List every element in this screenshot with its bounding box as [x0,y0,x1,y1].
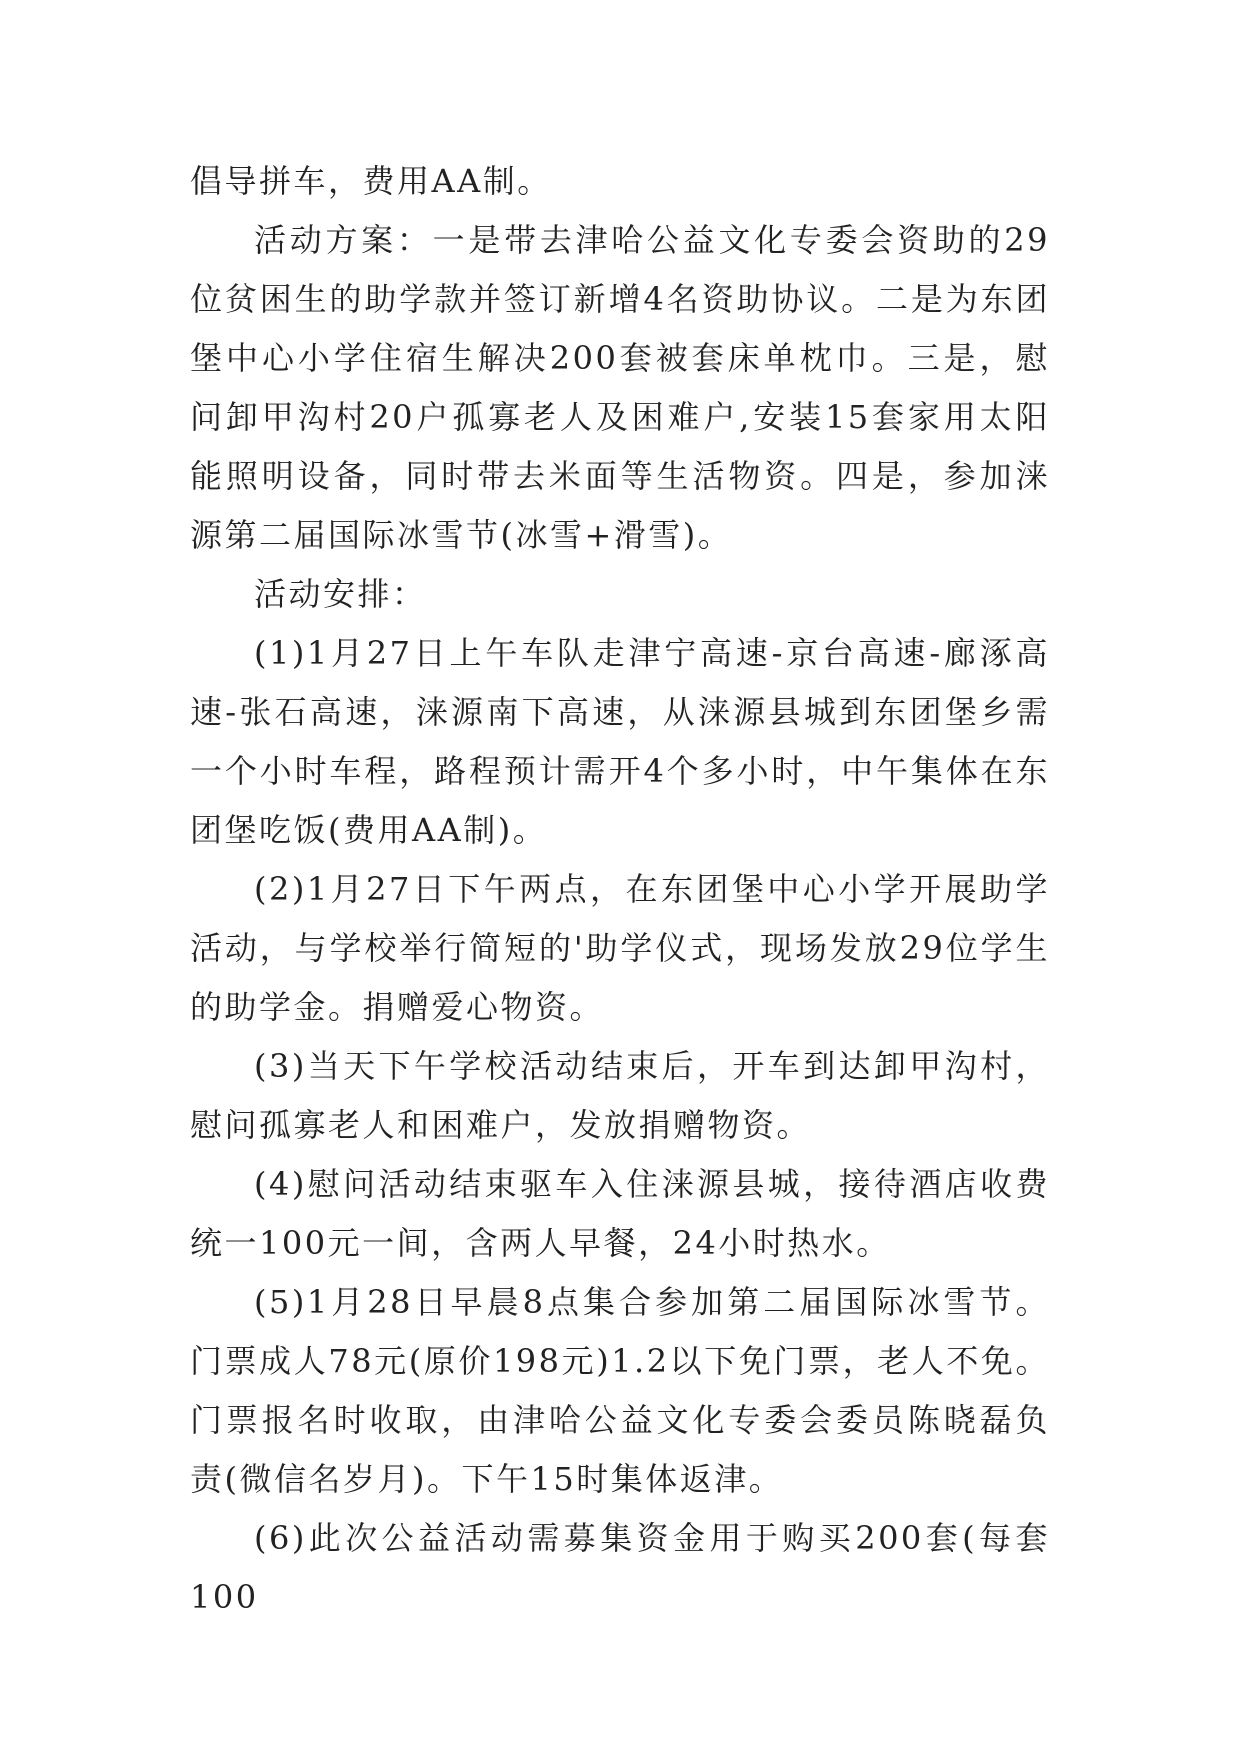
document-body [190,152,1050,1627]
paragraph-schedule-item-3: (3)当天下午学校活动结束后，开车到达卸甲沟村，慰问孤寡老人和困难户，发放捐赠物资。 [190,1047,1050,1144]
paragraph-schedule-item-2: (2)1月27日下午两点，在东团堡中心小学开展助学活动，与学校举行简短的'助学仪式，现场发放29位学生的助学金。捐赠爱心物资。 [190,870,1050,1026]
paragraph-carpool: 倡导拼车，费用AA制。 [190,162,552,200]
paragraph-schedule-item-6: (6)此次公益活动需募集资金用于购买200套(每套100 [190,1519,1050,1616]
paragraph-schedule-item-5: (5)1月28日早晨8点集合参加第二届国际冰雪节。门票成人78元(原价198元)1.2以下免门票，老人不免。门票报名时收取，由津哈公益文化专委会委员陈晓磊负责(微信名岁月)。下午15时集体返津。 [190,1283,1050,1498]
paragraph-schedule-heading: 活动安排： [254,575,427,613]
paragraph-schedule-item-4: (4)慰问活动结束驱车入住涞源县城，接待酒店收费统一100元一间，含两人早餐，24小时热水。 [190,1165,1050,1262]
paragraph-activity-plan: 活动方案：一是带去津哈公益文化专委会资助的29位贫困生的助学款并签订新增4名资助协议。二是为东团堡中心小学住宿生解决200套被套床单枕巾。三是，慰问卸甲沟村20户孤寡老人及困难户,安装15套家用太阳能照明设备，同时带去米面等生活物资。四是，参加涞源第二届国际冰雪节(冰雪+滑雪)。 [190,221,1050,554]
paragraph-schedule-item-1: (1)1月27日上午车队走津宁高速-京台高速-廊涿高速-张石高速，涞源南下高速，从涞源县城到东团堡乡需一个小时车程，路程预计需开4个多小时，中午集体在东团堡吃饭(费用AA制)。 [190,634,1050,849]
